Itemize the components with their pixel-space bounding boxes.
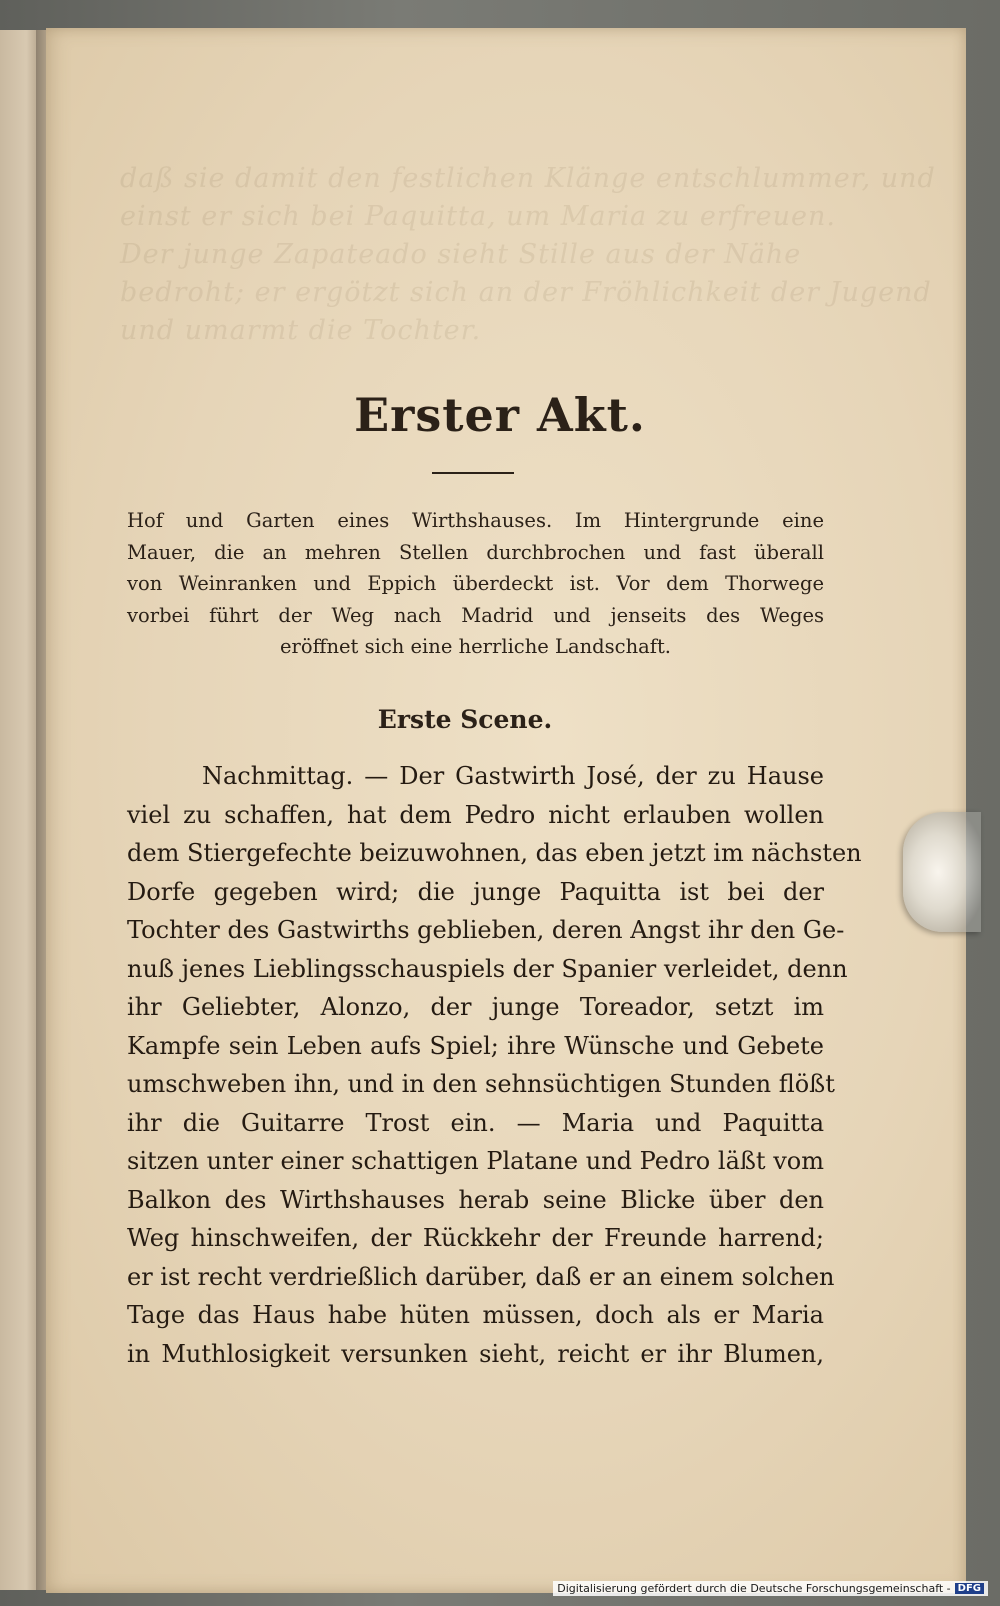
body-line: Dorfe gegeben wird; die junge Paquitta ist bei der [127, 877, 824, 906]
body-line: umschweben ihn, und in den sehnsüchtigen Stunden flößt [127, 1070, 835, 1098]
body-line: sitzen unter einer schattigen Platane und Pedro läßt vom [127, 1147, 824, 1175]
body-paragraph [127, 757, 862, 1373]
dfg-logo-icon: DFG [955, 1583, 984, 1594]
page-clip [903, 812, 981, 932]
body-line: Kampfe sein Leben aufs Spiel; ihre Wünsche und Gebete [127, 1031, 824, 1060]
body-line: Nachmittag. — Der Gastwirth José, der zu Hause [202, 762, 824, 790]
footer-text: Digitalisierung gefördert durch die Deutsche Forschungsgemeinschaft - [557, 1582, 951, 1595]
body-line: Tochter des Gastwirths geblieben, deren Angst ihr den Ge- [127, 916, 845, 944]
bleed-line: und umarmt die Tochter. [120, 315, 482, 346]
digitization-footer [553, 1581, 988, 1596]
setting-line: von Weinranken und Eppich überdeckt ist. Vor dem Thorwege [127, 572, 824, 595]
body-line: nuß jenes Lieblingsschauspiels der Spanier verleidet, denn [127, 954, 848, 983]
setting-line: Mauer, die an mehren Stellen durchbrochen und fast überall [127, 540, 824, 564]
bleed-through-text [120, 160, 936, 350]
body-line: viel zu schaffen, hat dem Pedro nicht erlauben wollen [127, 800, 824, 829]
setting-line: eröffnet sich eine herrliche Landschaft. [280, 635, 671, 658]
title-rule [432, 472, 514, 474]
body-line: in Muthlosigkeit versunken sieht, reicht er ihr Blumen, [127, 1339, 824, 1368]
scene-heading: Erste Scene. [377, 705, 553, 734]
bleed-line: bedroht; er ergötzt sich an der Fröhlichkeit der Jugend [120, 277, 932, 308]
body-line: dem Stiergefechte beizuwohnen, das eben jetzt im nächsten [127, 839, 862, 867]
act-title: Erster Akt. [354, 388, 646, 442]
body-line: Weg hinschweifen, der Rückkehr der Freunde harrend; [127, 1224, 824, 1252]
body-line: Tage das Haus habe hüten müssen, doch als er Maria [127, 1301, 824, 1329]
body-line: ihr Geliebter, Alonzo, der junge Toreador, setzt im [127, 993, 824, 1021]
body-line: Balkon des Wirthshauses herab seine Blicke über den [127, 1185, 824, 1214]
body-line: ihr die Guitarre Trost ein. — Maria und Paquitta [127, 1108, 824, 1137]
bleed-line: daß sie damit den festlichen Klänge entschlummer, und [120, 163, 936, 194]
stage-setting [127, 505, 824, 663]
setting-line: vorbei führt der Weg nach Madrid und jenseits des Weges [127, 603, 824, 627]
bleed-line: einst er sich bei Paquitta, um Maria zu erfreuen. [120, 201, 836, 232]
body-line: er ist recht verdrießlich darüber, daß er an einem solchen [127, 1262, 835, 1291]
setting-line: Hof und Garten eines Wirthshauses. Im Hintergrunde eine [127, 509, 824, 532]
bleed-line: Der junge Zapateado sieht Stille aus der Nähe [120, 239, 802, 270]
